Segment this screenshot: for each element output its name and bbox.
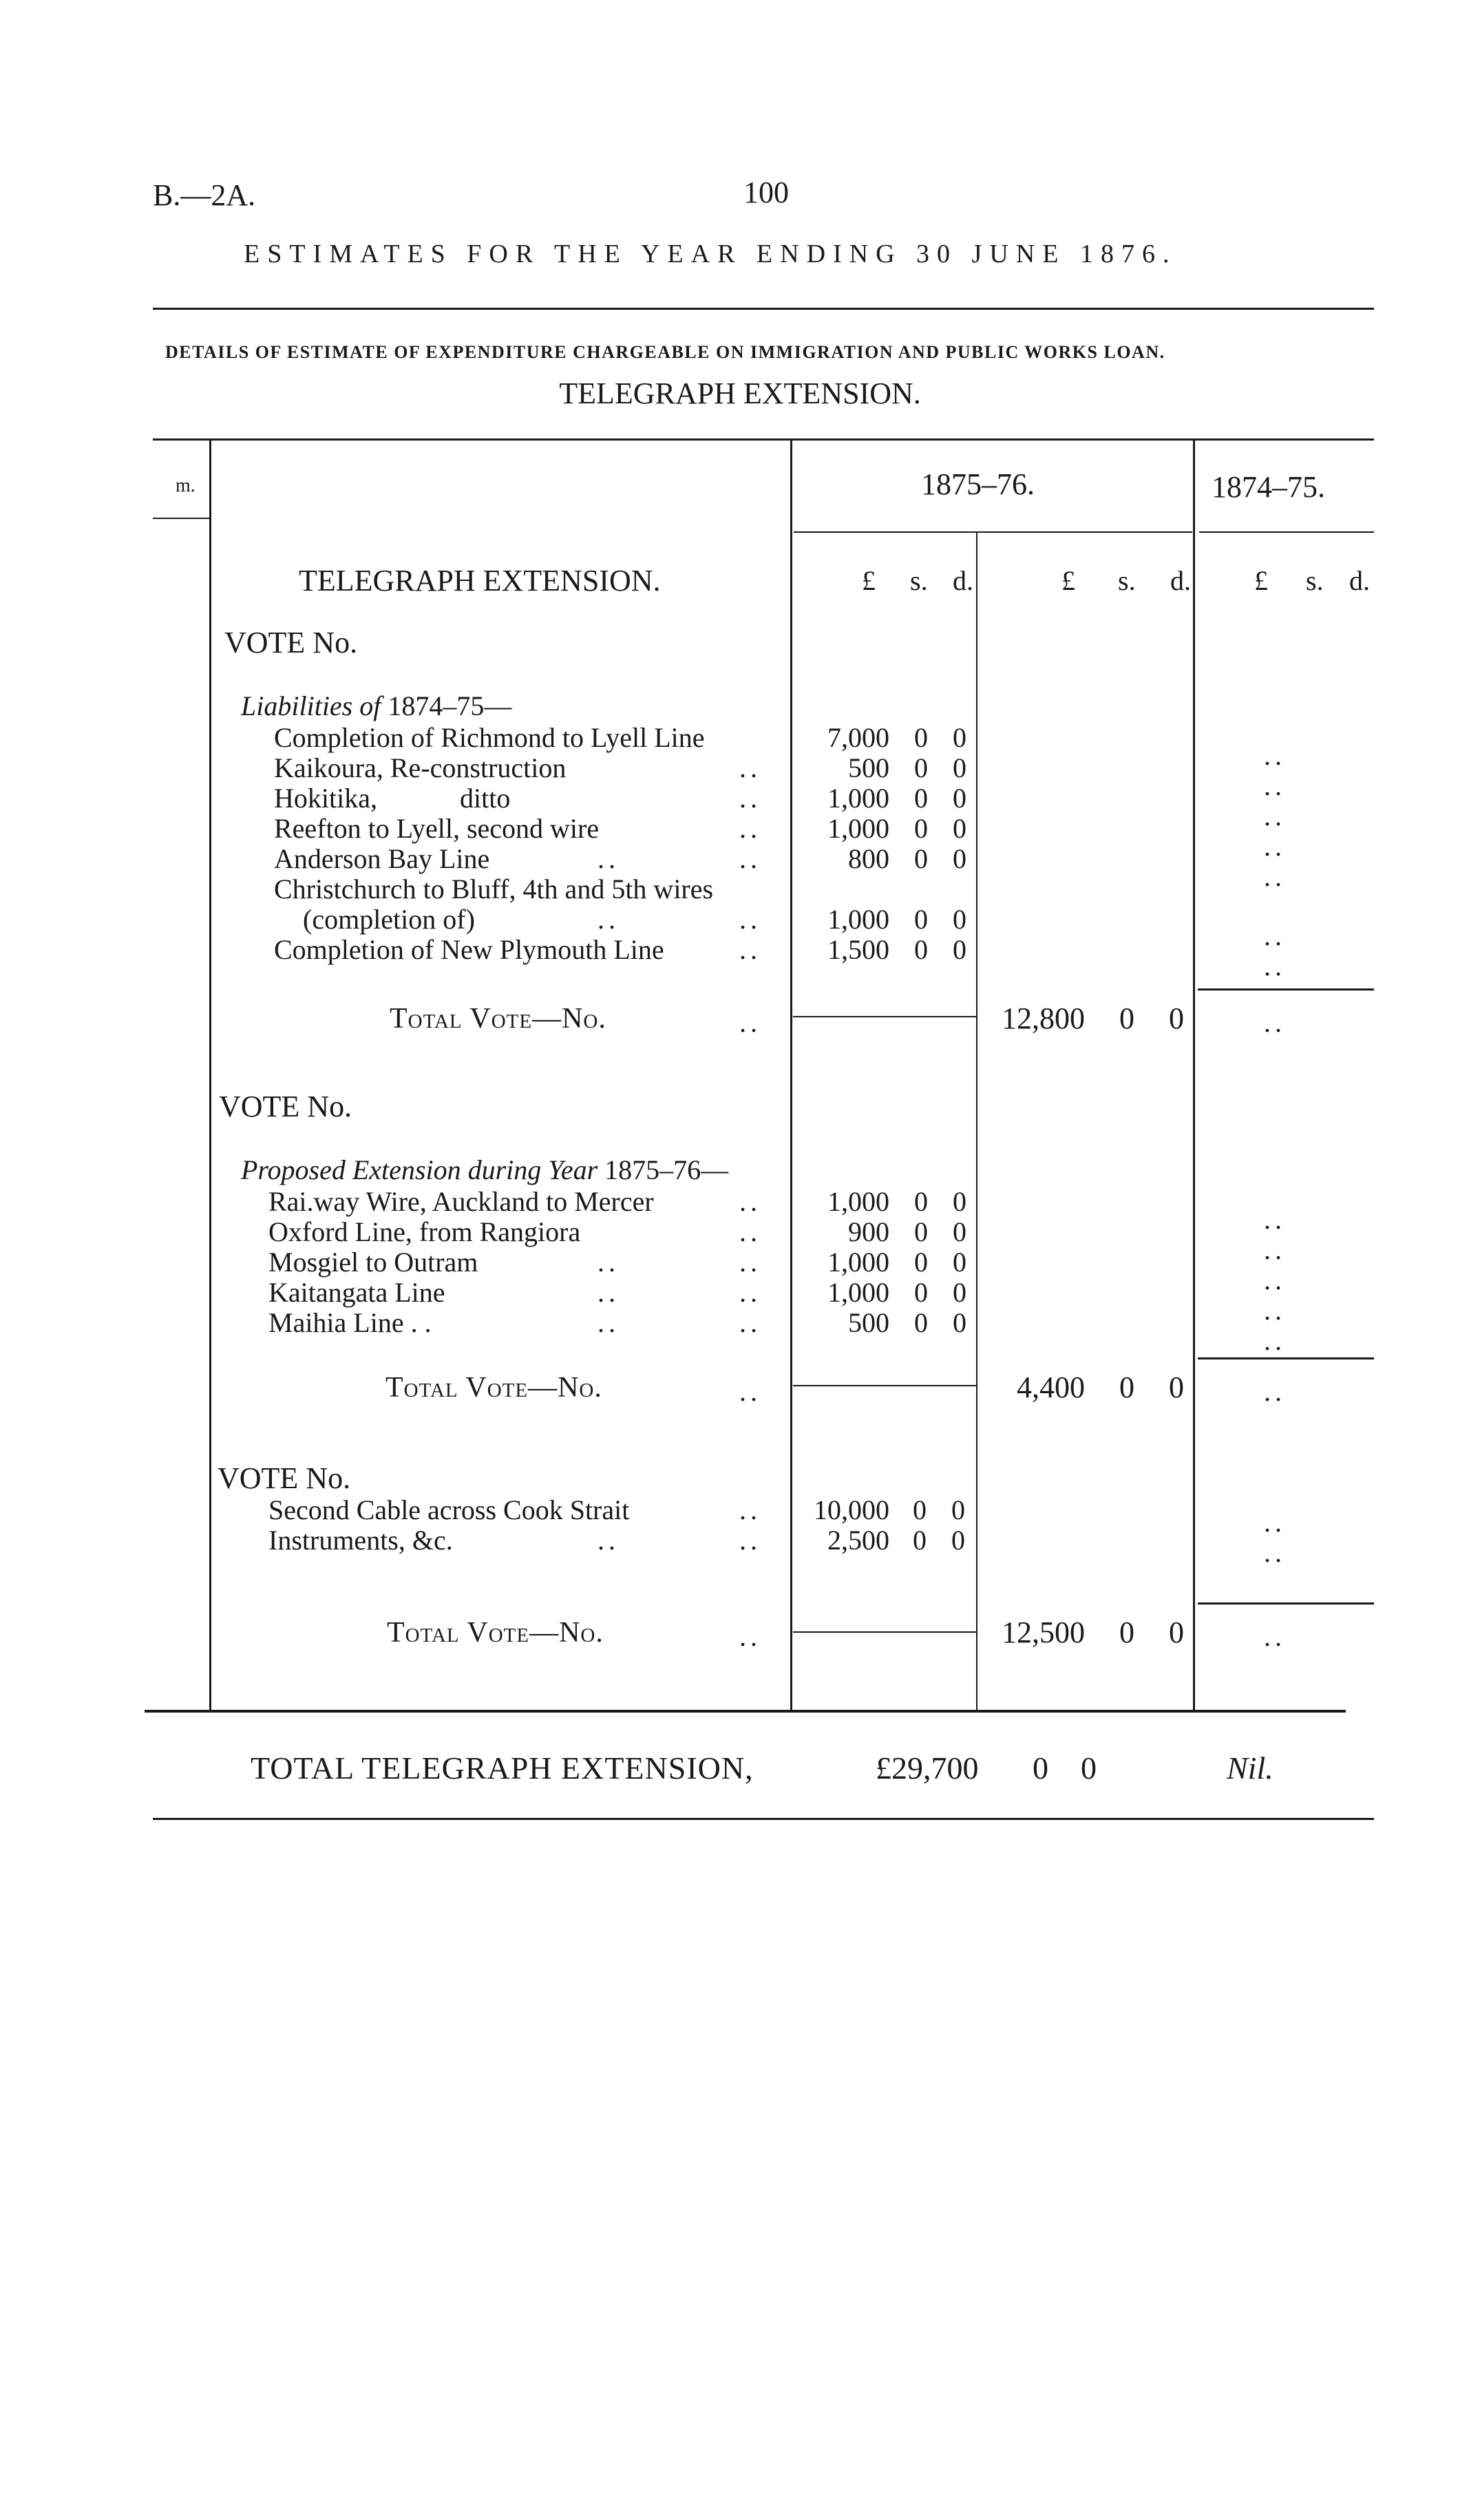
previous-year-dots: ..	[1264, 1204, 1286, 1235]
previous-year-dots: ..	[1264, 1325, 1286, 1356]
item-pounds: 500	[848, 752, 889, 783]
vote1-total-pence: 0	[1169, 1002, 1184, 1035]
item-pence: 0	[953, 904, 966, 935]
item-pence: 0	[953, 813, 966, 844]
previous-year-dots: ..	[1264, 1507, 1286, 1538]
item-pence: 0	[953, 934, 966, 965]
vote3-total-pence: 0	[1169, 1616, 1184, 1649]
vote3-previous-rule	[1198, 1602, 1374, 1605]
item-pence: 0	[953, 1277, 966, 1308]
year-previous-header: 1874–75.	[1212, 470, 1325, 504]
item-shillings: 0	[913, 1525, 927, 1556]
item-column-header: m.	[176, 475, 195, 496]
previous-year-dots: ..	[1264, 951, 1286, 982]
leader-dots: ..	[739, 934, 761, 965]
item-shillings: 0	[914, 934, 928, 965]
item-shillings: 0	[914, 843, 928, 874]
item-shillings: 0	[914, 1216, 928, 1247]
item-pence: 0	[953, 1307, 966, 1338]
previous-year-dots: ..	[1264, 1295, 1286, 1326]
grand-total-pounds: £29,700	[876, 1750, 979, 1786]
vote1-total-label: Total Vote—No.	[390, 1003, 606, 1035]
leader-dots: ..	[739, 752, 761, 783]
item-pounds: 800	[848, 843, 889, 874]
item-shillings: 0	[914, 722, 928, 753]
item-pence: 0	[951, 1494, 965, 1525]
leader-dots: ..	[739, 843, 761, 874]
item-pence: 0	[953, 843, 966, 874]
item-pounds: 900	[848, 1216, 889, 1247]
grand-total-shillings: 0	[1033, 1750, 1048, 1786]
item-shillings: 0	[914, 1307, 928, 1338]
leader-dots: ..	[598, 904, 620, 935]
item-pence: 0	[953, 752, 966, 783]
leader-dots: ..	[598, 1247, 620, 1278]
vote2-label: VOTE No.	[219, 1090, 352, 1123]
leader-dots: ..	[739, 1186, 761, 1217]
leader-dots: ..	[739, 1621, 761, 1652]
previous-year-dots: ..	[1264, 861, 1286, 892]
leader-dots: ..	[739, 1525, 761, 1556]
item-pounds: 2,500	[827, 1525, 889, 1556]
leader-dots: ..	[598, 1525, 620, 1556]
vote2-previous-rule	[1198, 1357, 1374, 1359]
item-pounds: 10,000	[814, 1494, 889, 1525]
leader-dots: ..	[739, 904, 761, 935]
item-pounds: 500	[848, 1307, 889, 1338]
vote1-subtotal-rule	[793, 1016, 976, 1017]
section-title: TELEGRAPH EXTENSION.	[559, 377, 921, 410]
item-pounds: 1,000	[827, 813, 889, 844]
item-pence: 0	[953, 1186, 966, 1217]
shilling-header-3: s.	[1306, 565, 1324, 596]
vote1-total-pounds: 12,800	[1002, 1002, 1085, 1035]
previous-year-dots: ..	[1264, 831, 1286, 862]
details-title: DETAILS OF ESTIMATE OF EXPENDITURE CHARGEABLE ON IMMIGRATION AND PUBLIC WORKS LOAN.	[165, 342, 1165, 362]
vote2-total-pounds: 4,400	[1017, 1370, 1085, 1404]
item-shillings: 0	[913, 1494, 927, 1525]
pence-header-1: d.	[953, 565, 973, 596]
item-description: Instruments, &c.	[268, 1525, 453, 1556]
vote3-total-label: Total Vote—No.	[387, 1617, 604, 1649]
item-description: Oxford Line, from Rangiora	[268, 1216, 581, 1247]
pound-header-3: £	[1254, 565, 1268, 596]
vote2-total-label: Total Vote—No.	[385, 1372, 602, 1404]
previous-year-dots: ..	[1264, 1264, 1286, 1295]
item-description: Completion of New Plymouth Line	[274, 934, 664, 965]
vote2-total-shillings: 0	[1119, 1370, 1134, 1404]
item-pence: 0	[953, 1247, 966, 1278]
pence-header-2: d.	[1170, 565, 1191, 596]
previous-year-divider	[1193, 441, 1195, 1710]
vote1-subheading-prefix: Liabilities of	[241, 690, 381, 721]
previous-year-dots: ..	[1264, 770, 1286, 801]
table-title: TELEGRAPH EXTENSION.	[299, 564, 661, 597]
running-title: ESTIMATES FOR THE YEAR ENDING 30 JUNE 1876.	[244, 240, 1177, 268]
item-pence: 0	[951, 1525, 965, 1556]
vote2-subheading-year: 1875–76—	[604, 1154, 729, 1185]
item-shillings: 0	[914, 1277, 928, 1308]
previous-year-dots: ..	[1264, 920, 1286, 951]
item-shillings: 0	[914, 904, 928, 935]
vote1-previous-rule	[1198, 988, 1374, 991]
vote1-subheading	[241, 691, 511, 721]
item-shillings: 0	[914, 1247, 928, 1278]
leader-dots: ..	[739, 783, 761, 814]
vote3-subtotal-rule	[793, 1631, 976, 1633]
item-column-rule	[153, 518, 209, 519]
item-description: Mosgiel to Outram	[268, 1247, 478, 1278]
item-description: (completion of)	[303, 904, 475, 935]
item-description: Reefton to Lyell, second wire	[274, 813, 600, 844]
year-previous-rule	[1199, 531, 1374, 533]
item-shillings: 0	[914, 752, 928, 783]
item-description: Kaikoura, Re-construction	[274, 752, 567, 783]
leader-dots: ..	[739, 1216, 761, 1247]
document-reference: B.—2A.	[153, 178, 256, 212]
item-description: Second Cable across Cook Strait	[268, 1494, 630, 1525]
previous-year-dots: ..	[1264, 1234, 1286, 1265]
previous-year-dots: ..	[1264, 1621, 1286, 1652]
grand-total-pence: 0	[1081, 1750, 1097, 1786]
shilling-header-2: s.	[1118, 565, 1136, 596]
item-description: Maihia Line . .	[268, 1307, 432, 1338]
item-description: Christchurch to Bluff, 4th and 5th wires	[274, 873, 714, 904]
vote2-total-pence: 0	[1169, 1370, 1184, 1404]
footer-rule	[153, 1818, 1374, 1820]
header-rule	[153, 308, 1374, 310]
shilling-header-1: s.	[910, 565, 928, 596]
grand-total-label: TOTAL TELEGRAPH EXTENSION,	[251, 1750, 754, 1786]
previous-year-dots: ..	[1264, 1537, 1286, 1568]
item-description: Completion of Richmond to Lyell Line	[274, 722, 705, 753]
leader-dots: ..	[598, 1307, 620, 1338]
leader-dots: ..	[739, 813, 761, 844]
vote1-total-shillings: 0	[1119, 1002, 1134, 1035]
item-description: Anderson Bay Line	[274, 843, 490, 874]
vote2-subheading	[241, 1155, 728, 1185]
vote1-subheading-year: 1874–75—	[388, 690, 512, 721]
item-pence: 0	[953, 1216, 966, 1247]
item-shillings: 0	[914, 1186, 928, 1217]
item-description: Hokitika, ditto	[274, 783, 511, 814]
previous-year-dots: ..	[1264, 1007, 1286, 1038]
item-description: Rai.way Wire, Auckland to Mercer	[268, 1186, 654, 1217]
item-description: Kaitangata Line	[268, 1277, 445, 1308]
vote2-subtotal-rule	[793, 1385, 976, 1386]
previous-year-dots: ..	[1264, 801, 1286, 832]
leader-dots: ..	[739, 1007, 761, 1038]
pence-header-3: d.	[1349, 565, 1370, 596]
leader-dots: ..	[739, 1494, 761, 1525]
pound-header-2: £	[1061, 565, 1075, 596]
leader-dots: ..	[739, 1376, 761, 1407]
previous-year-dots: ..	[1264, 740, 1286, 771]
year-current-header: 1875–76.	[921, 467, 1035, 501]
item-shillings: 0	[914, 783, 928, 814]
vote3-total-pounds: 12,500	[1002, 1616, 1085, 1649]
previous-year-dots: ..	[1264, 1376, 1286, 1407]
item-pounds: 1,000	[827, 1186, 889, 1217]
item-pounds: 1,000	[827, 904, 889, 935]
leader-dots: ..	[739, 1307, 761, 1338]
leader-dots: ..	[598, 1277, 620, 1308]
year-current-rule	[794, 531, 1192, 533]
table-top-rule	[153, 438, 1374, 441]
vote2-subheading-prefix: Proposed Extension during Year	[241, 1154, 598, 1185]
grand-total-previous: Nil.	[1227, 1750, 1273, 1786]
item-pounds: 1,000	[827, 1247, 889, 1278]
vote3-label: VOTE No.	[218, 1461, 351, 1495]
vote3-total-shillings: 0	[1119, 1616, 1134, 1649]
item-shillings: 0	[914, 813, 928, 844]
item-pounds: 1,500	[827, 934, 889, 965]
leader-dots: ..	[598, 843, 620, 874]
subtotal-column-divider	[976, 533, 977, 1710]
vote1-label: VOTE No.	[224, 626, 358, 659]
item-pence: 0	[953, 783, 966, 814]
item-pounds: 1,000	[827, 783, 889, 814]
pound-header-1: £	[862, 565, 876, 596]
page-number: 100	[743, 176, 789, 209]
leader-dots: ..	[739, 1277, 761, 1308]
item-pounds: 1,000	[827, 1277, 889, 1308]
item-column-divider	[209, 441, 211, 1710]
table-bottom-rule	[145, 1710, 1346, 1713]
leader-dots: ..	[739, 1247, 761, 1278]
item-pence: 0	[953, 722, 966, 753]
item-pounds: 7,000	[827, 722, 889, 753]
